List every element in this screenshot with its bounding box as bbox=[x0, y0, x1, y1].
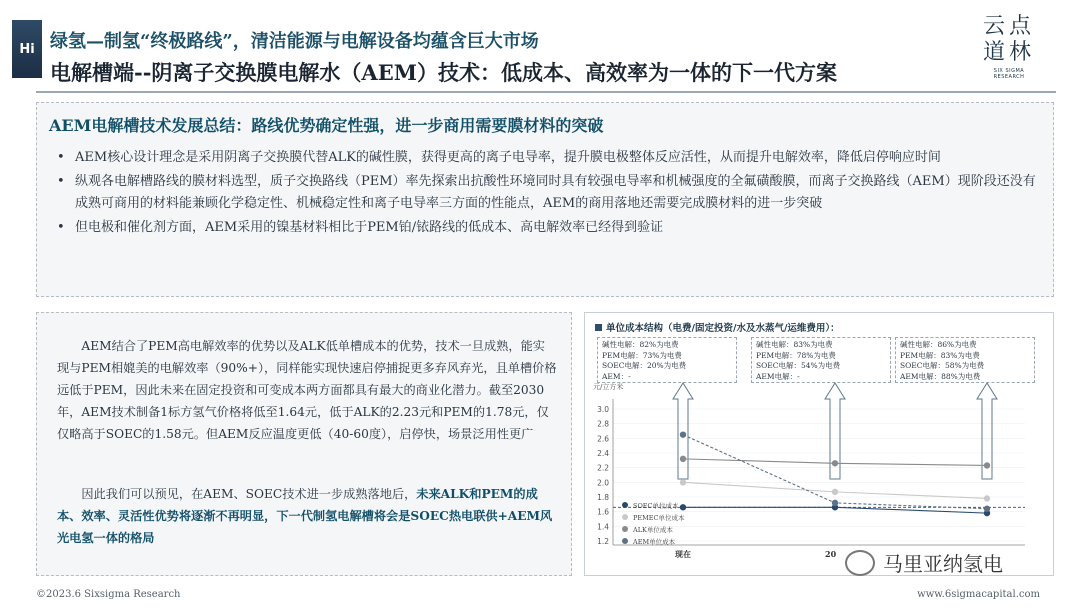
legend-label: AEM单位成本 bbox=[633, 538, 676, 546]
legend-swatch bbox=[622, 538, 628, 544]
summary-bullet: • AEM核心设计理念是采用阴离子交换膜代替ALK的碱性膜，获得更高的离子电导率，提升膜电极整体反应活性，从而提升电解效率，降低启停响应时间 bbox=[49, 147, 1039, 169]
x-tick-label: 现在 bbox=[675, 549, 691, 559]
callout-line: 碱性电解：82%为电费 bbox=[602, 340, 679, 349]
legend-swatch bbox=[622, 526, 628, 532]
summary-bullet: • 但电极和催化剂方面，AEM采用的镍基材料相比于PEM铂/铱路线的低成本、高电解效率已经得到验证 bbox=[49, 217, 1039, 239]
cost-chart-panel bbox=[584, 312, 1054, 576]
page-subtitle: 绿氢—制氢“终极路线”，清洁能源与电解设备均蕴含巨大市场 bbox=[50, 31, 539, 52]
data-point bbox=[984, 462, 990, 468]
legend-label: ALK单位成本 bbox=[633, 526, 673, 534]
y-tick-label: 1.2 bbox=[597, 537, 609, 546]
legend-label: PEMEC单位成本 bbox=[633, 514, 685, 522]
analysis-paragraph-2-lead: 因此我们可以预见，在AEM、SOEC技术进一步成熟落地后， bbox=[81, 487, 417, 501]
x-tick-label: 20 bbox=[825, 549, 837, 559]
callout-line: PEM电解：78%为电费 bbox=[756, 350, 836, 360]
data-point bbox=[984, 495, 990, 501]
summary-bullet: • 纵观各电解槽路线的膜材料选型，质子交换路线（PEM）率先探索出抗酸性环境同时具有较强电导率和机械强度的全氟磺酸膜，而离子交换路线（AEM）现阶段还没有成熟可商用的材料能兼顾化学稳定性、机械稳定性和离子电导率三方面的性能点，AEM的商用落地还需要完成膜材料的进一步突破 bbox=[49, 171, 1039, 215]
summary-title: AEM电解槽技术发展总结：路线优势确定性强，进一步商用需要膜材料的突破 bbox=[49, 116, 604, 135]
wechat-icon bbox=[845, 550, 875, 576]
y-tick-label: 1.6 bbox=[597, 507, 609, 517]
footer-website: www.6sigmacapital.com bbox=[917, 589, 1040, 600]
callout-line: 碱性电解：86%为电费 bbox=[900, 340, 977, 349]
callout-line: SOEC电解：20%为电费 bbox=[602, 361, 687, 370]
brand-logo-badge: Hi bbox=[12, 20, 42, 78]
callout-line: PEM电解：83%为电费 bbox=[900, 350, 980, 360]
callout-line: 碱性电解：83%为电费 bbox=[756, 340, 833, 349]
data-point bbox=[680, 431, 686, 437]
callout-line: SOEC电解：58%为电费 bbox=[900, 361, 985, 370]
header-divider bbox=[36, 91, 1056, 93]
watermark bbox=[845, 548, 1003, 577]
brand-logo-cn-1: 云点 bbox=[982, 14, 1035, 39]
y-tick-label: 2.6 bbox=[597, 434, 609, 444]
analysis-panel bbox=[36, 312, 572, 576]
callout-line: AEM：- bbox=[602, 371, 631, 381]
y-tick-label: 2.2 bbox=[597, 463, 609, 473]
y-tick-label: 1.8 bbox=[597, 493, 609, 502]
callout-line: SOEC电解：54%为电费 bbox=[756, 361, 841, 370]
brand-logo bbox=[978, 14, 1040, 80]
y-tick-label: 2.4 bbox=[597, 449, 609, 458]
analysis-paragraph-2-highlight: 未来ALK和PEM的成本、效率、灵活性优势将逐渐不再明显，下一代制氢电解槽将会是SOEC热电联供+AEM风光电氢一体的格局 bbox=[57, 487, 553, 545]
y-tick-label: 2.0 bbox=[597, 478, 609, 488]
cost-chart bbox=[585, 313, 1053, 575]
analysis-paragraph-2 bbox=[57, 483, 557, 549]
analysis-paragraph-1: AEM结合了PEM高电解效率的优势以及ALK低单槽成本的优势，技术一旦成熟，能实现与PEM相媲美的电解效率（90%+），同样能实现快速启停捕捉更多弃风弃光，且单槽价格远低于PEM，因此未来在固定投资和可变成本两方面都具有最大的商业化潜力。截至2030年，AEM技术制备1标方氢气价格将低至1.64元，低于ALK的2.23元和PEM的1.78元，仅仅略高于SOEC的1.58元。但AEM反应温度更低（40-60度），启停快，场景泛用性更广 bbox=[57, 339, 557, 441]
page-title: 电解槽端--阴离子交换膜电解水（AEM）技术：低成本、高效率为一体的下一代方案 bbox=[50, 60, 837, 85]
y-tick-label: 2.8 bbox=[597, 419, 609, 429]
legend-swatch bbox=[622, 502, 628, 508]
callout-line: PEM电解：73%为电费 bbox=[602, 350, 682, 360]
data-point bbox=[832, 489, 838, 495]
brand-logo-cn-2: 道林 bbox=[982, 40, 1035, 65]
y-axis-label: 元/立方米 bbox=[593, 383, 624, 391]
summary-panel bbox=[36, 102, 1054, 297]
y-tick-label: 1.4 bbox=[597, 522, 609, 532]
brand-logo-en: SIX SIGMA RESEARCH bbox=[993, 68, 1025, 80]
data-point bbox=[680, 504, 686, 510]
legend-swatch bbox=[622, 514, 628, 520]
data-point bbox=[832, 460, 838, 466]
footer-copyright: ©2023.6 Sixsigma Research bbox=[36, 589, 181, 600]
data-point bbox=[680, 456, 686, 462]
data-point bbox=[984, 506, 990, 512]
callout-line: AEM电解：- bbox=[756, 371, 800, 381]
legend-label: SOEC单位成本 bbox=[633, 502, 679, 510]
watermark-text: 马里亚纳氢电 bbox=[883, 552, 1003, 576]
callout-arrow bbox=[673, 383, 693, 479]
series-line bbox=[683, 435, 987, 509]
data-point bbox=[680, 479, 686, 485]
callout-line: AEM电解：88%为电费 bbox=[900, 371, 981, 381]
y-tick-label: 3.0 bbox=[597, 405, 609, 414]
chart-title-text: 单位成本结构（电费/固定投资/水及水蒸气/运维费用）： bbox=[606, 323, 840, 334]
data-point bbox=[832, 500, 838, 506]
summary-bullets bbox=[49, 147, 1039, 241]
